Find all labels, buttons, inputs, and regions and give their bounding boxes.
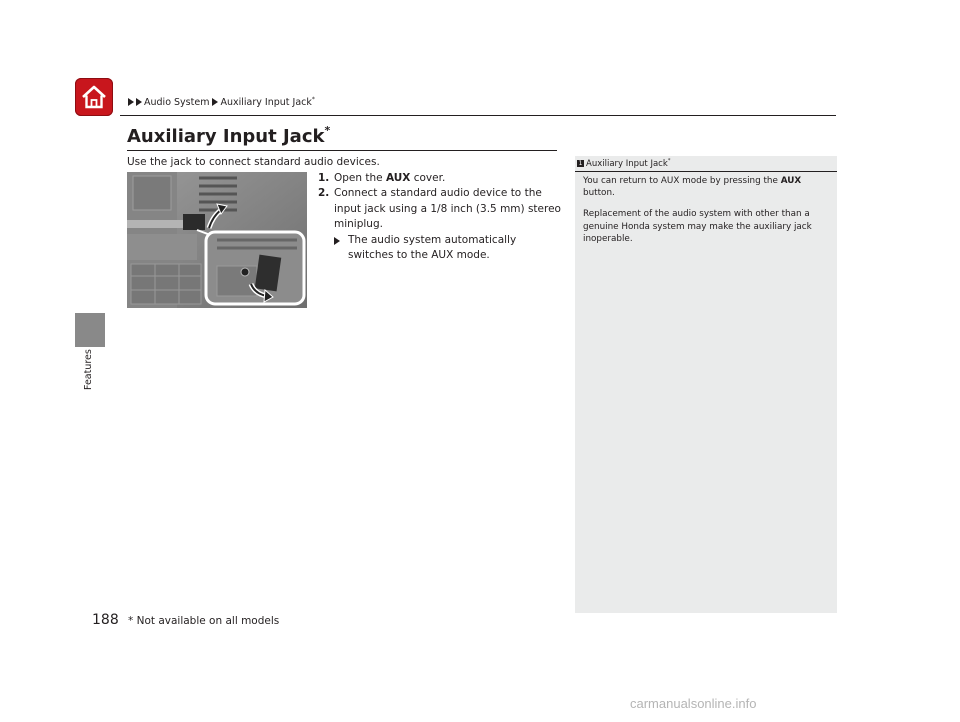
page-title-text: Auxiliary Input Jack [127,126,325,147]
home-icon [75,78,113,116]
side-note-paragraph: Replacement of the audio system with other than a genuine Honda system may make the auxiliary jack inoperable. [583,209,812,244]
side-note-panel [575,156,837,613]
step-1-aux-label: AUX [385,172,411,184]
side-note-title[interactable] [586,158,671,169]
breadcrumb-asterisk: * [311,96,315,103]
side-note-paragraph [583,175,829,199]
side-note-asterisk: * [667,158,671,164]
step-2-text: Connect a standard audio device to the input jack using a 1/8 inch (3.5 mm) stereo miniplug. [334,187,561,231]
footnote: * Not available on all models [128,615,280,627]
side-note-header [575,156,837,172]
section-tab-label: Features [83,349,94,390]
breadcrumb-auxiliary-input-jack[interactable]: Auxiliary Input Jack [220,97,312,109]
step-2 [318,186,563,232]
side-note-p1-end: button. [583,188,615,199]
title-rule [127,150,557,151]
aux-jack-photo [127,172,307,308]
breadcrumb-audio-system[interactable]: Audio System [144,97,210,109]
intro-text: Use the jack to connect standard audio devices. [127,156,380,168]
step-1 [318,171,563,186]
breadcrumb-arrow-icon [212,98,218,106]
side-note-title-text: Auxiliary Input Jack [586,158,668,169]
result-arrow-icon [334,237,340,245]
page-number: 188 [92,612,119,628]
step-number: 2. [318,187,330,200]
side-note-p1-text: You can return to AUX mode by pressing the [583,176,781,186]
side-note-body [583,175,829,254]
title-asterisk: * [324,124,331,137]
home-button[interactable] [75,78,113,116]
step-2-result-text: The audio system automatically switches to the AUX mode. [348,233,517,262]
step-number: 1. [318,172,330,184]
breadcrumb-arrow-icon [128,98,134,106]
step-1-text-end: cover. [410,172,446,184]
header-rule [120,115,836,116]
breadcrumb-arrow-icon [136,98,142,106]
note-number-icon: 1 [578,160,583,167]
watermark: carmanualsonline.info [630,696,757,711]
instruction-steps [318,171,563,263]
page-title [127,124,330,147]
step-2-result [318,233,563,264]
section-tab[interactable] [75,313,105,347]
side-note-aux-label: AUX [780,176,802,186]
breadcrumb [128,94,315,109]
step-1-text: Open the [334,172,386,184]
